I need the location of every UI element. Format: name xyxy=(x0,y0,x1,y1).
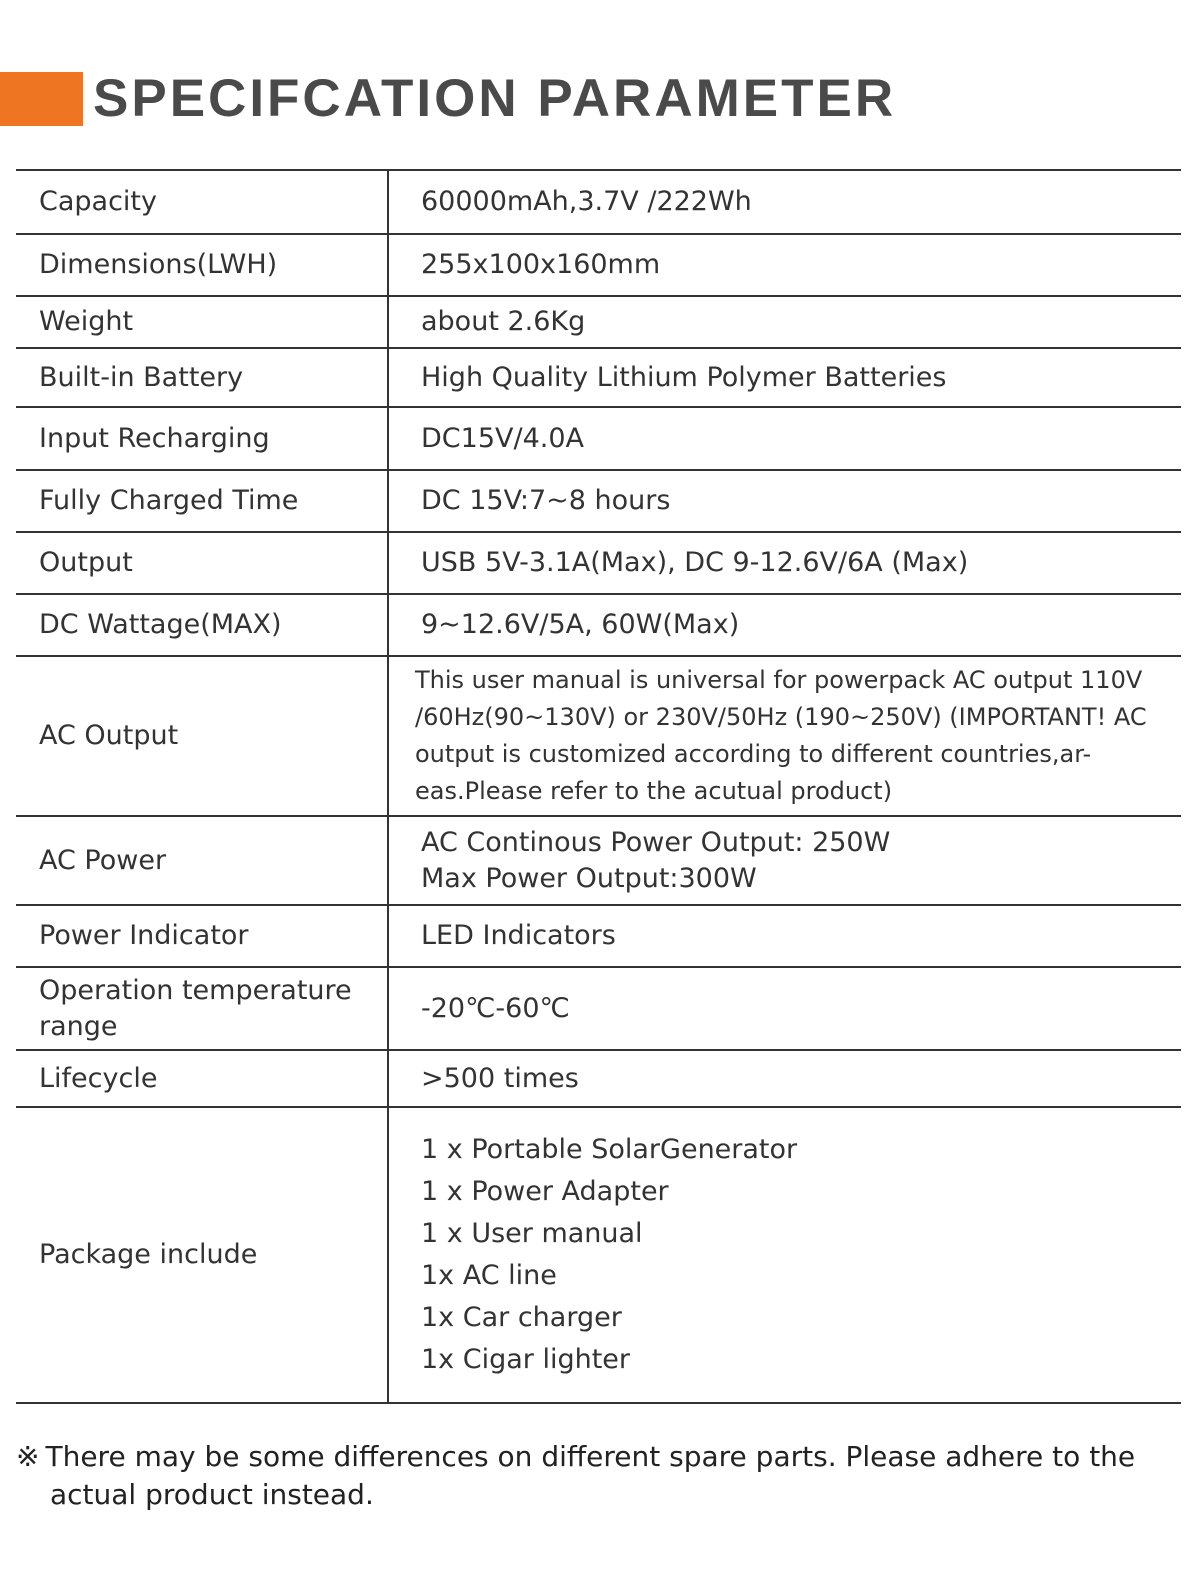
spec-label: Lifecycle xyxy=(16,1050,388,1107)
spec-value-line: eas.Please refer to the acutual product) xyxy=(415,777,893,805)
spec-value: 60000mAh,3.7V /222Wh xyxy=(421,186,752,217)
spec-value: DC15V/4.0A xyxy=(421,422,584,454)
spec-value: about 2.6Kg xyxy=(421,306,586,337)
table-row xyxy=(16,234,1181,296)
spec-value: High Quality Lithium Polymer Batteries xyxy=(421,361,947,393)
table-row xyxy=(16,532,1181,594)
table-row xyxy=(16,1050,1181,1107)
table-row xyxy=(16,905,1181,967)
package-item: 1 x Portable SolarGenerator xyxy=(421,1134,798,1165)
table-row xyxy=(16,170,1181,234)
spec-value-line: output is customized according to different countries,ar- xyxy=(415,740,1092,768)
table-row xyxy=(16,296,1181,348)
spec-label: Package include xyxy=(16,1107,388,1403)
spec-value: LED Indicators xyxy=(421,920,616,951)
spec-label: Dimensions(LWH) xyxy=(16,234,388,296)
package-item: 1 x Power Adapter xyxy=(421,1176,669,1207)
footnote-line-1: There may be some differences on different spare parts. Please adhere to the xyxy=(45,1440,1136,1473)
accent-bar xyxy=(0,72,83,126)
page-title: SPECIFCATION PARAMETER xyxy=(93,69,897,128)
spec-label: AC Power xyxy=(16,816,388,905)
spec-value xyxy=(388,816,1181,905)
package-item: 1 x User manual xyxy=(421,1218,643,1249)
spec-label: AC Output xyxy=(16,656,388,816)
table-row xyxy=(16,348,1181,407)
table-row xyxy=(16,816,1181,905)
spec-value-line: Max Power Output:300W xyxy=(421,862,757,894)
table-row xyxy=(16,967,1181,1050)
spec-value-line: /60Hz(90~130V) or 230V/50Hz (190~250V) (IMPORTANT! AC xyxy=(415,703,1147,731)
spec-value: USB 5V-3.1A(Max), DC 9-12.6V/6A (Max) xyxy=(421,547,969,578)
spec-label: Capacity xyxy=(16,170,388,234)
spec-label: Power Indicator xyxy=(16,905,388,967)
package-item: 1x Car charger xyxy=(421,1302,622,1333)
footnote-line-2: actual product instead. xyxy=(50,1478,374,1511)
spec-value: 9~12.6V/5A, 60W(Max) xyxy=(421,609,740,640)
table-row xyxy=(16,470,1181,532)
spec-value-line: This user manual is universal for powerpack AC output 110V xyxy=(415,666,1143,694)
table-row xyxy=(16,407,1181,470)
spec-value: -20℃-60℃ xyxy=(421,992,570,1024)
spec-value: >500 times xyxy=(421,1062,579,1094)
spec-value: DC 15V:7~8 hours xyxy=(421,485,671,516)
reference-mark-icon: ※ xyxy=(16,1440,40,1473)
spec-value-line: AC Continous Power Output: 250W xyxy=(421,826,891,858)
spec-label: DC Wattage(MAX) xyxy=(16,594,388,656)
table-row xyxy=(16,1107,1181,1403)
spec-table xyxy=(16,169,1181,1404)
table-row xyxy=(16,594,1181,656)
package-item: 1x Cigar lighter xyxy=(421,1344,631,1375)
spec-label: Input Recharging xyxy=(16,407,388,470)
spec-value: 255x100x160mm xyxy=(421,249,661,280)
spec-label: Operation temperature range xyxy=(16,967,388,1050)
spec-label: Output xyxy=(16,532,388,594)
spec-value xyxy=(388,1107,1181,1403)
package-item: 1x AC line xyxy=(421,1260,557,1291)
spec-label: Built-in Battery xyxy=(16,348,388,407)
spec-label: Fully Charged Time xyxy=(16,470,388,532)
footnote xyxy=(16,1438,1176,1514)
spec-label: Weight xyxy=(16,296,388,348)
table-row xyxy=(16,656,1181,816)
spec-value xyxy=(388,656,1181,816)
